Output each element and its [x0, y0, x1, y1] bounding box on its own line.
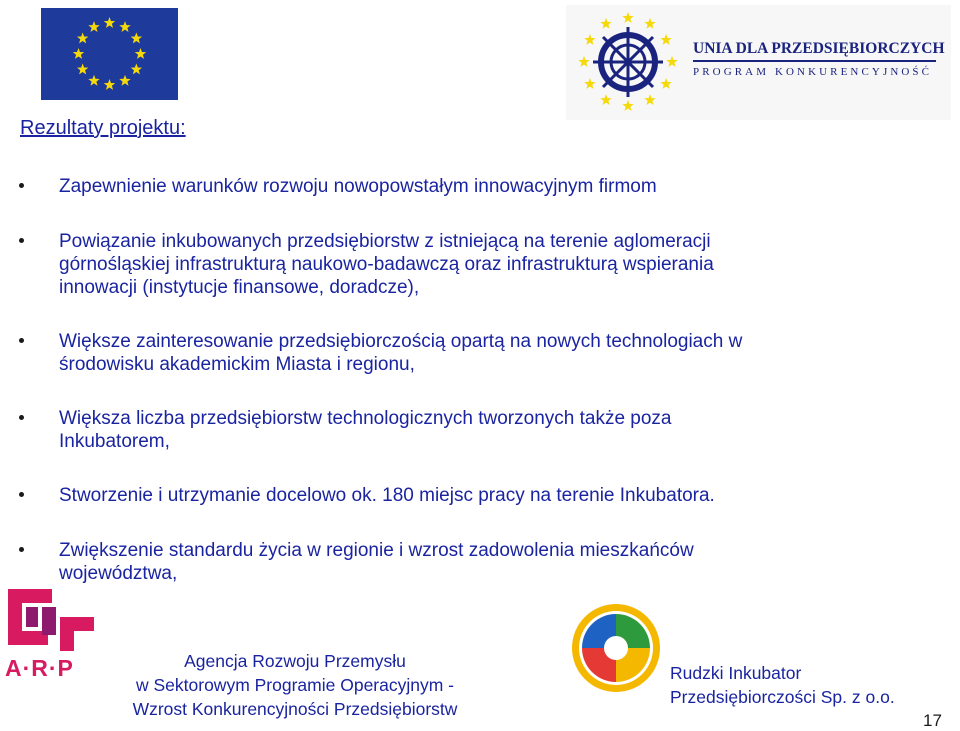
- star-icon: [77, 64, 88, 75]
- star-icon: [584, 34, 595, 45]
- star-icon: [622, 12, 633, 23]
- footer-agency-line: Wzrost Konkurencyjności Przedsiębiorstw: [132, 699, 458, 719]
- star-icon: [666, 56, 677, 67]
- arp-emblem-icon: [2, 583, 98, 653]
- udp-subtitle: PROGRAM KONKURENCYJNOŚĆ: [693, 66, 933, 78]
- star-icon: [135, 48, 146, 59]
- star-icon: [660, 78, 671, 89]
- list-item-text: [59, 407, 899, 453]
- bullet-icon: [19, 492, 24, 497]
- helm-emblem-icon: [566, 5, 696, 120]
- star-icon: [104, 17, 115, 28]
- star-icon: [584, 78, 595, 89]
- bullet-icon: [19, 238, 24, 243]
- footer-agency-line: Agencja Rozwoju Przemysłu: [184, 651, 406, 671]
- list-item-text: [59, 230, 899, 299]
- udp-logo: [566, 5, 951, 120]
- bullet-icon: [19, 338, 24, 343]
- list-item-text: [59, 484, 899, 507]
- list-item-line: Inkubatorem,: [59, 431, 170, 452]
- star-icon: [104, 79, 115, 90]
- rudzki-inkubator-logo: [570, 602, 662, 694]
- star-icon: [73, 48, 84, 59]
- list-item-line: Zapewnienie warunków rozwoju nowopowstałym innowacyjnym firmom: [59, 176, 657, 197]
- rudzki-emblem-icon: [570, 602, 662, 694]
- star-icon: [600, 18, 611, 29]
- star-icon: [88, 21, 99, 32]
- list-item-text: [59, 175, 899, 198]
- list-item-line: województwa,: [59, 563, 178, 584]
- list-item-line: Większa liczba przedsiębiorstw technologicznych tworzonych także poza: [59, 408, 672, 429]
- udp-divider: [693, 60, 936, 62]
- footer-rudzki-line: Przedsiębiorczości Sp. z o.o.: [670, 687, 895, 707]
- star-icon: [600, 94, 611, 105]
- eu-stars-icon: [41, 8, 178, 100]
- star-icon: [578, 56, 589, 67]
- list-item-line: Powiązanie inkubowanych przedsiębiorstw z istniejącą na terenie aglomeracji: [59, 231, 711, 252]
- list-item-line: górnośląskiej infrastrukturą naukowo-badawczą oraz infrastrukturą wspierania: [59, 254, 714, 275]
- star-icon: [131, 64, 142, 75]
- star-icon: [131, 33, 142, 44]
- star-icon: [119, 21, 130, 32]
- bullet-icon: [19, 183, 24, 188]
- star-icon: [77, 33, 88, 44]
- star-icon: [119, 75, 130, 86]
- section-heading: Rezultaty projektu:: [20, 117, 186, 139]
- page-number: 17: [923, 711, 942, 730]
- star-icon: [644, 94, 655, 105]
- list-item-line: Większe zainteresowanie przedsiębiorczością opartą na nowych technologiach w: [59, 331, 743, 352]
- star-icon: [622, 100, 633, 111]
- star-icon: [88, 75, 99, 86]
- list-item-line: innowacji (instytucje finansowe, doradcze),: [59, 277, 420, 298]
- udp-title: UNIA DLA PRZEDSIĘBIORCZYCH: [693, 40, 945, 57]
- list-item-text: [59, 539, 899, 585]
- list-item-text: [59, 330, 899, 376]
- eu-flag-logo: [41, 8, 178, 100]
- footer-rudzki-line: Rudzki Inkubator: [670, 663, 802, 683]
- list-item-line: środowisku akademickim Miasta i regionu,: [59, 354, 415, 375]
- star-icon: [644, 18, 655, 29]
- list-item-line: Zwiększenie standardu życia w regionie i wzrost zadowolenia mieszkańców: [59, 540, 694, 561]
- list-item-line: Stworzenie i utrzymanie docelowo ok. 180 miejsc pracy na terenie Inkubatora.: [59, 485, 715, 506]
- star-icon: [660, 34, 671, 45]
- bullet-icon: [19, 547, 24, 552]
- footer-agency-line: w Sektorowym Programie Operacyjnym -: [136, 675, 454, 695]
- arp-wordmark: A·R·P: [5, 655, 74, 681]
- bullet-icon: [19, 415, 24, 420]
